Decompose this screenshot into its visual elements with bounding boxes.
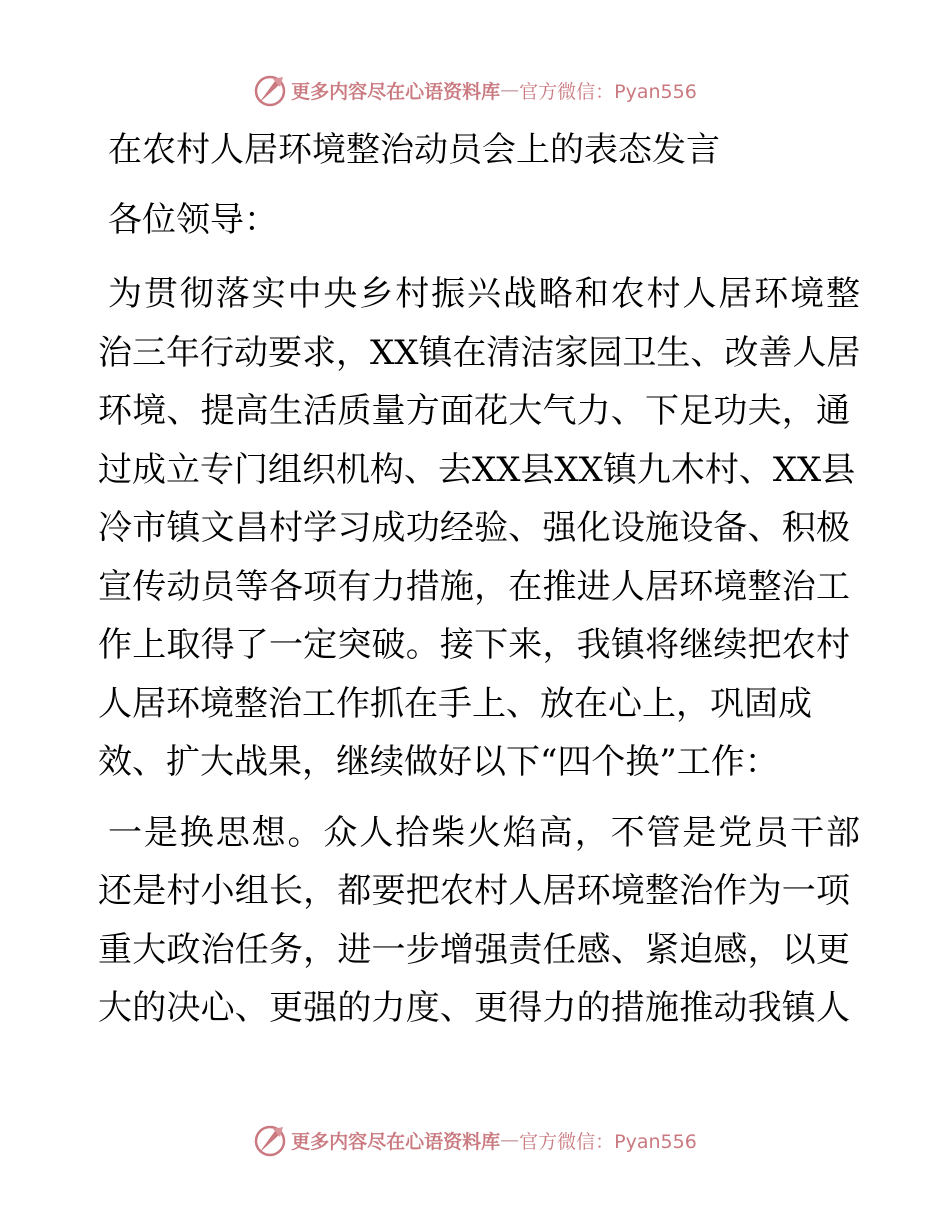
header-separator: — (500, 79, 520, 101)
paragraph-line: 还是村小组长，都要把农村人居环境整治作为一项 (98, 871, 850, 911)
paragraph-line: 治三年行动要求，XX镇在清洁家园卫生、改善人居 (98, 332, 861, 373)
paragraph-line: 作上取得了一定突破。接下来，我镇将继续把农村 (98, 625, 850, 665)
header-watermark (0, 70, 950, 110)
paragraph-line: 重大政治任务，进一步增强责任感、紧迫感，以更 (98, 929, 850, 970)
quill-logo-icon (253, 1123, 287, 1157)
paragraph-2 (98, 804, 858, 1038)
header-wechat-text: 官方微信：Pyan556 (519, 80, 697, 103)
paragraph-line: 环境、提高生活质量方面花大气力、下足功夫，通 (98, 391, 850, 431)
paragraph-line: 效、扩大战果，继续做好以下“四个换”工作： (98, 742, 779, 782)
footer-brand-text: 更多内容尽在心语资料库 (291, 1130, 501, 1153)
document-body (98, 125, 861, 1050)
footer-watermark (0, 1120, 950, 1160)
paragraph-1 (98, 265, 861, 792)
paragraph-line: 大的决心、更强的力度、更得力的措施推动我镇人 (98, 988, 850, 1028)
quill-logo-icon (253, 73, 287, 107)
paragraph-line: 人居环境整治工作抓在手上、放在心上，巩固成 (98, 683, 812, 724)
document-title: 在农村人居环境整治动员会上的表态发言 (108, 130, 720, 170)
paragraph-line: 宣传动员等各项有力措施，在推进人居环境整治工 (98, 566, 850, 607)
header-brand-text: 更多内容尽在心语资料库 (291, 80, 501, 103)
footer-wechat-text: 官方微信：Pyan556 (519, 1130, 697, 1153)
paragraph-line: 为贯彻落实中央乡村振兴战略和农村人居环境整 (108, 274, 860, 314)
paragraph-line: 一是换思想。众人拾柴火焰高，不管是党员干部 (108, 812, 860, 853)
footer-separator: — (500, 1129, 520, 1151)
paragraph-line: 冷市镇文昌村学习成功经验、强化设施设备、积极 (98, 508, 850, 548)
salutation: 各位领导： (108, 200, 278, 240)
paragraph-line: 过成立专门组织机构、去XX县XX镇九木村、XX县 (98, 449, 856, 490)
